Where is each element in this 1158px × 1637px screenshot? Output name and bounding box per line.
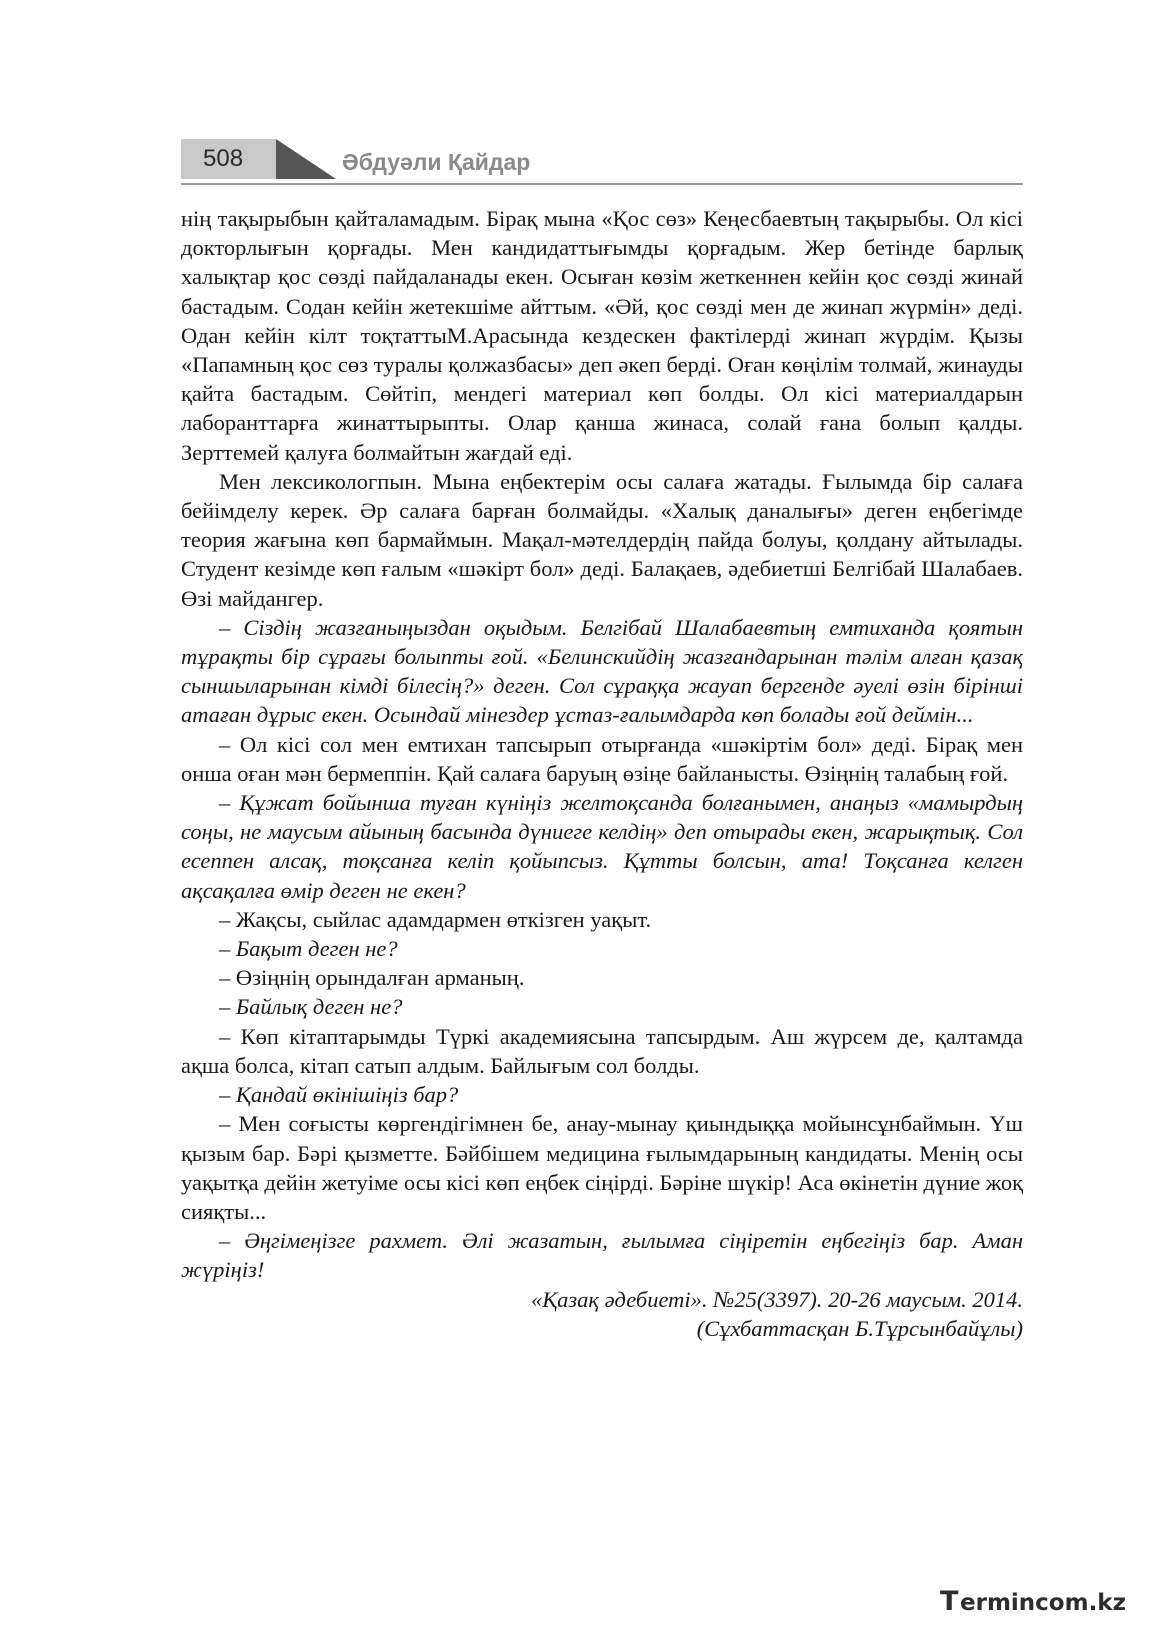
- page-body: [181, 204, 1023, 1343]
- watermark-logo: [938, 1580, 1143, 1620]
- interviewer-question: – Бақыт деген не?: [219, 936, 398, 962]
- interviewer-question: – Қандай өкінішіңіз бар?: [219, 1082, 459, 1108]
- answer-paragraph: – Ол кісі сол мен емтихан тапсырып отырғанда «шәкіртім бол» деді. Бірақ мен онша оған мән бермеппін. Қай салаға баруың өзіңе байланысты. Өзіңнің талабың ғой.: [181, 731, 1023, 786]
- paragraph: Мен лексикологпын. Мына еңбектерім осы салаға жатады. Ғылымда бір салаға бейімделу керек. Әр салаға барған болмайды. «Халық даналығы» деген еңбегімде теория жағына көп бармаймын. Мақал-мәтелдердің пайда болуы, қолдану айтылады. Студент кезімде көп ғалым «шәкірт бол» деді. Балақаев, әдебиетші Белгібай Шалабаев. Өзі майдангер.: [181, 468, 1023, 611]
- answer-paragraph: – Мен соғысты көргендігімнен бе, анау-мынау қиындыққа мойынсұнбаймын. Үш қызым бар. Бәрі қызметте. Бәйбішем медицина ғылымдарының кандидаты. Менің осы уақытқа дейін жетуіме осы кісі көп еңбек сіңірді. Бәріне шүкір! Аса өкінетін дүние жоқ сияқты...: [181, 1111, 1023, 1224]
- source-citation: «Қазақ әдебиеті». №25(3397). 20-26 маусым. 2014.: [530, 1286, 1023, 1312]
- running-head-author: Әбдуәли Қайдар: [342, 149, 531, 175]
- answer-paragraph: – Жақсы, сыйлас адамдармен өткізген уақыт.: [219, 906, 652, 932]
- interviewer-question: – Сіздің жазғаныңыздан оқыдым. Белгібай Шалабаевтың емтиханда қоятын тұрақты бір сұрағы болыпты ғой. «Белинскийдің жазғандарынан тәлім алған қазақ сыншыларынан кімді білесің?» деген. Сол сұраққа жауап бергенде әуелі өзін бірінші атаған дұрыс екен. Осындай мінездер ұстаз-ғалымдарда көп болады ғой деймін...: [181, 614, 1023, 728]
- watermark-text: ermincom.kz: [960, 1590, 1126, 1616]
- site-watermark: [938, 1580, 1143, 1620]
- page-number-box: [181, 139, 276, 179]
- source-interviewer: (Сұхбаттасқан Б.Тұрсынбайұлы): [696, 1315, 1023, 1341]
- interviewer-question: – Байлық деген не?: [219, 994, 403, 1020]
- header-triangle: [276, 139, 336, 179]
- interviewer-question: – Әңгімеңізге рахмет. Әлі жазатын, ғылымға сіңіретін еңбегіңіз бар. Аман жүріңіз!: [181, 1228, 1023, 1283]
- answer-paragraph: – Өзіңнің орындалған арманың.: [219, 965, 525, 991]
- page-header: [181, 139, 1023, 187]
- page-number: 508: [203, 145, 244, 172]
- header-rule: [181, 183, 1023, 185]
- answer-paragraph: – Көп кітаптарымды Түркі академиясына тапсырдым. Аш жүрсем де, қалтамда ақша болса, кітап сатып алдым. Байлығым сол болды.: [181, 1023, 1023, 1078]
- interviewer-question: – Құжат бойынша туған күніңіз желтоқсанда болғанымен, анаңыз «мамырдың соңы, не маусым айының басында дүниеге келдің» деп отырады екен, жарықтық. Сол есеппен алсақ, тоқсанға келіп қойыпсыз. Құтты болсын, ата! Тоқсанға келген ақсақалға өмір деген не екен?: [181, 790, 1023, 903]
- watermark-text: T: [940, 1586, 959, 1617]
- paragraph: нің тақырыбын қайталамадым. Бірақ мына «Қос сөз» Кеңесбаевтың тақырыбы. Ол кісі докторлығын қорғады. Мен кандидаттығымды қорғадым. Жер бетінде барлық халықтар қос сөзді пайдаланады екен. Осыған көзім жеткеннен кейін қос сөзді жинай бастадым. Содан кейін жетекшіме айттым. «Әй, қос сөзді мен де жинап жүрмін» деді. Одан кейін кілт тоқтаттыМ.Арасында кездескен фактілерді жинап жүрдім. Қызы «Папамның қос сөз туралы қолжазбасы» деп әкеп берді. Оған көңілім толмай, жинауды қайта бастадым. Сөйтіп, мендегі материал көп болды. Ол кісі материалдарын лаборанттарға жинаттырыпты. Олар қанша жинаса, солай ғана болып қалды. Зерттемей қалуға болмайтын жағдай еді.: [181, 206, 1023, 465]
